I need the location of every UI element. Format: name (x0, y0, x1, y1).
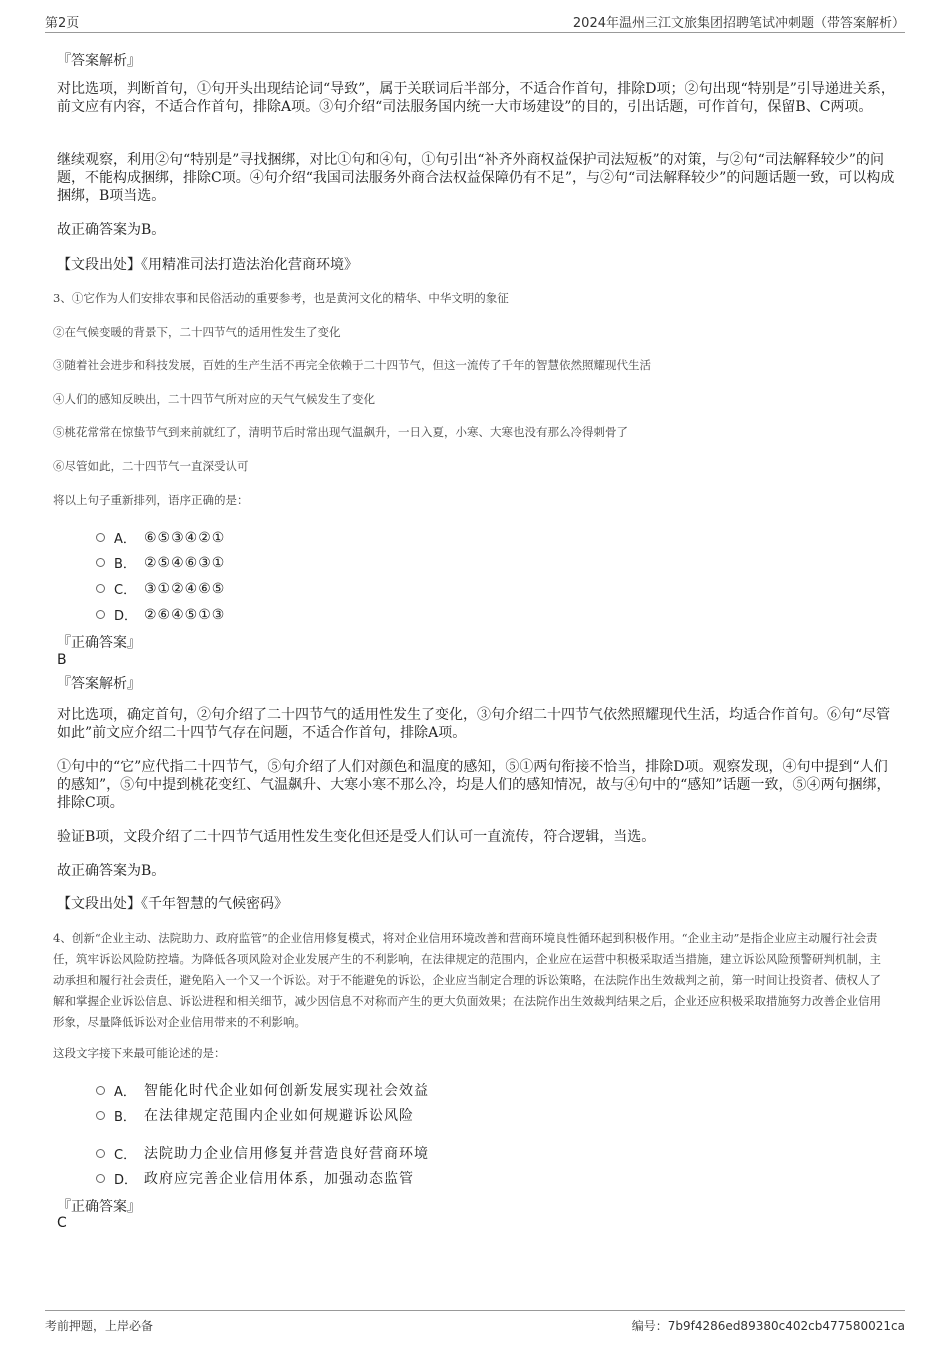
source-citation: 【文段出处】《千年智慧的气候密码》 (57, 896, 288, 912)
option-text: 在法律规定范围内企业如何规避诉讼风险 (144, 1108, 414, 1124)
option-d[interactable] (96, 605, 225, 624)
document-code: 编号：7b9f4286ed89380c402cb477580021ca (631, 1319, 905, 1333)
radio-button[interactable] (96, 610, 105, 619)
radio-button[interactable] (96, 1174, 105, 1183)
option-letter: B． (114, 557, 136, 572)
radio-button[interactable] (96, 1086, 105, 1095)
option-letter: C． (114, 1147, 137, 1163)
option-c[interactable] (96, 1143, 429, 1163)
radio-button[interactable] (96, 584, 105, 593)
analysis-paragraph: 对比选项，判断首句，①句开头出现结论词“导致”，属于关联词后半部分，不适合作首句，排除D项；②句出现“特别是”引导递进关系，前文应有内容，不适合作首句，排除A项。③句介绍“司法服务国内统一大市场建设”的目的，引出话题，可作首句，保留B、C两项。 (57, 81, 895, 115)
page-number: 第2页 (45, 16, 80, 31)
correct-answer: B (57, 652, 67, 668)
option-text: ③①②④⑥⑤ (144, 580, 226, 597)
option-letter: D． (114, 1172, 138, 1188)
conclusion: 故正确答案为B。 (57, 222, 166, 238)
option-c[interactable] (96, 579, 225, 598)
question-stem: 4、创新“企业主动、法院助力、政府监管”的企业信用修复模式，将对企业信用环境改善和营商环境良性循环起到积极作用。“企业主动”是指企业应主动履行社会责任，筑牢诉讼风险防控墙。为降低各项风险对企业发展产生的不利影响，在法律规定的范围内，企业应在运营中积极采取适当措施，建立诉讼风险预警研判机制，主动承担和履行社会责任，避免陷入一个又一个诉讼。对于不能避免的诉讼，企业应当制定合理的诉讼策略，在法院作出生效裁判之前，第一时间让投资者、债权人了解和掌握企业诉讼信息、诉讼进程和相关细节，减少因信息不对称而产生的更大负面效果；在法院作出生效裁判结果之后，企业还应积极采取措施努力改善企业信用形象，尽量降低诉讼对企业信用带来的不利影响。 (53, 931, 881, 1029)
analysis-paragraph: ①句中的“它”应代指二十四节气，⑤句介绍了人们对颜色和温度的感知，⑤①两句衔接不恰当，排除D项。观察发现，④句中提到“人们的感知”，⑤句中提到桃花变红、气温飙升、大寒小寒不那么冷，均是人们的感知情况，故与④句中的“感知”话题一致，⑤④两句捆绑，排除C项。 (57, 759, 891, 811)
document-title: 2024年温州三江文旅集团招聘笔试冲刺题（带答案解析） (572, 16, 905, 31)
option-a[interactable] (96, 1080, 429, 1100)
option-text: ⑥⑤③④②① (144, 529, 226, 546)
option-letter: D． (114, 609, 138, 624)
analysis-paragraph: 对比选项，确定首句，②句介绍了二十四节气的适用性发生了变化，③句介绍二十四节气依然照耀现代生活，均适合作首句。⑥句“尽管如此”前文应介绍二十四节气存在问题，不适合作首句，排除A项。 (57, 707, 891, 741)
footer-slogan: 考前押题，上岸必备 (45, 1319, 154, 1333)
radio-button[interactable] (96, 558, 105, 567)
radio-button[interactable] (96, 533, 105, 542)
analysis-paragraph: 继续观察，利用②句“特别是”寻找捆绑，对比①句和④句，①句引出“补齐外商权益保护司法短板”的对策，与②句“司法解释较少”的问题，不能构成捆绑，排除C项。④句介绍“我国司法服务外商合法权益保障仍有不足”，与②句“司法解释较少”的问题话题一致，可以构成捆绑，B项当选。 (57, 152, 895, 204)
question-sentence: ③随着社会进步和科技发展，百姓的生产生活不再完全依赖于二十四节气，但这一流传了千年的智慧依然照耀现代生活 (53, 358, 651, 372)
option-letter: A． (114, 1084, 136, 1100)
option-b[interactable] (96, 1105, 414, 1125)
option-text: 政府应完善企业信用体系，加强动态监管 (144, 1171, 414, 1187)
option-text: ②⑤④⑥③① (144, 554, 226, 571)
question-sentence: 3、①它作为人们安排农事和民俗活动的重要参考，也是黄河文化的精华、中华文明的象征 (53, 291, 509, 305)
question-prompt: 将以上句子重新排列，语序正确的是： (53, 493, 249, 507)
option-text: ②⑥④⑤①③ (144, 606, 226, 623)
question-prompt: 这段文字接下来最可能论述的是： (53, 1046, 226, 1060)
option-letter: A． (114, 532, 136, 547)
radio-button[interactable] (96, 1149, 105, 1158)
question-sentence: ④人们的感知反映出，二十四节气所对应的天气气候发生了变化 (53, 392, 375, 406)
conclusion: 故正确答案为B。 (57, 863, 166, 879)
correct-answer: C (57, 1215, 67, 1231)
option-text: 智能化时代企业如何创新发展实现社会效益 (144, 1083, 429, 1099)
question-sentence: ②在气候变暖的背景下，二十四节气的适用性发生了变化 (53, 325, 341, 339)
analysis-label: 『答案解析』 (57, 676, 141, 692)
correct-answer-label: 『正确答案』 (57, 1199, 141, 1215)
radio-button[interactable] (96, 1111, 105, 1120)
question-sentence: ⑥尽管如此，二十四节气一直深受认可 (53, 459, 249, 473)
option-letter: B． (114, 1109, 136, 1125)
option-letter: C． (114, 583, 137, 598)
option-text: 法院助力企业信用修复并营造良好营商环境 (144, 1146, 429, 1162)
analysis-paragraph: 验证B项，文段介绍了二十四节气适用性发生变化但还是受人们认可一直流传，符合逻辑，当选。 (57, 829, 656, 845)
question-sentence: ⑤桃花常常在惊蛰节气到来前就红了，清明节后时常出现气温飙升，一日入夏，小寒、大寒也没有那么冷得刺骨了 (53, 425, 628, 439)
source-citation: 【文段出处】《用精准司法打造法治化营商环境》 (57, 257, 358, 273)
correct-answer-label: 『正确答案』 (57, 635, 141, 651)
option-d[interactable] (96, 1168, 414, 1188)
analysis-label: 『答案解析』 (57, 53, 141, 69)
page-footer (45, 1310, 905, 1335)
option-b[interactable] (96, 553, 225, 572)
option-a[interactable] (96, 528, 225, 547)
page-header (45, 10, 905, 33)
